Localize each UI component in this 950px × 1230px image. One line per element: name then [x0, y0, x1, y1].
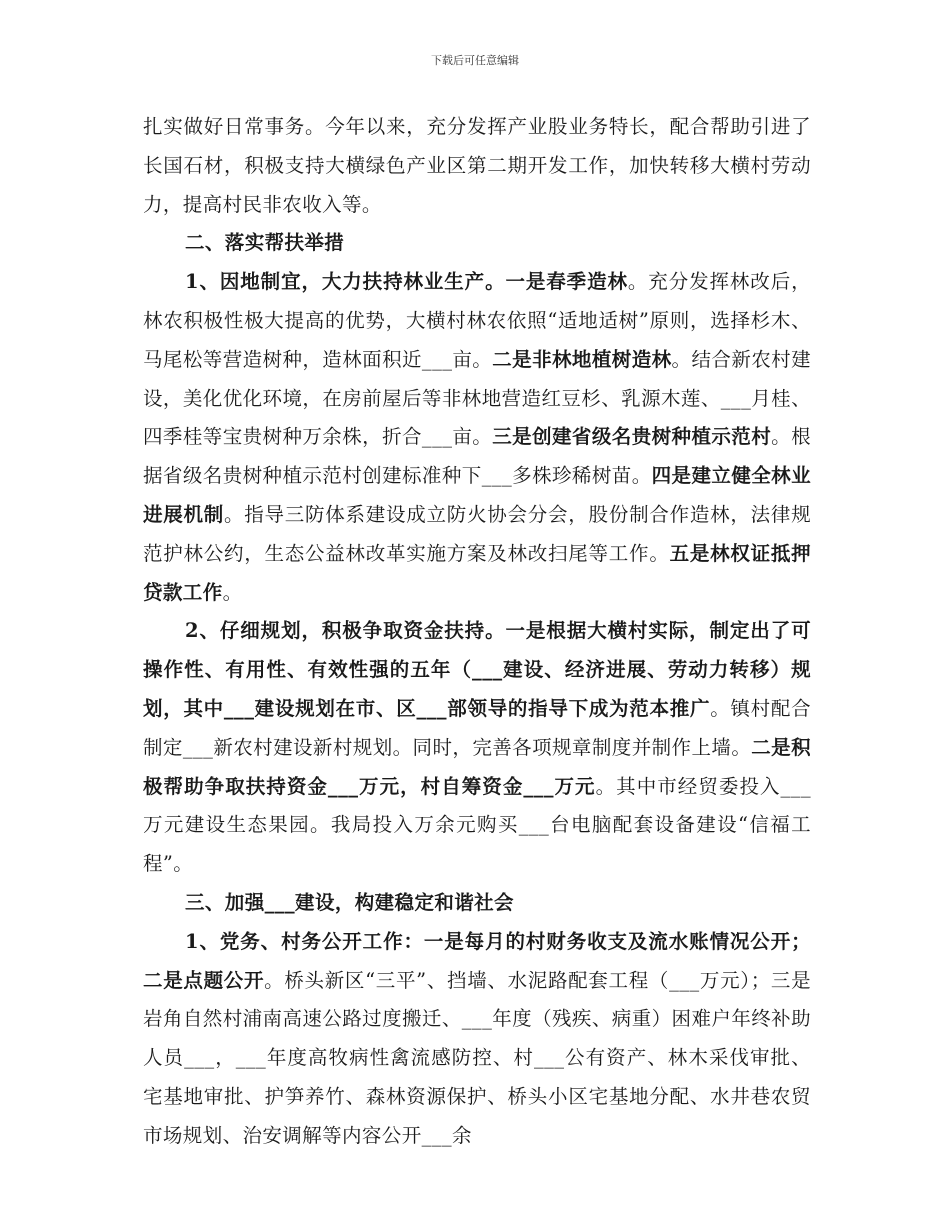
bold-segment: 1、党务、村务公开工作：一是每月的村财务收支及流水账情况公开；二是点题公开	[143, 929, 811, 992]
text-segment: 。	[222, 580, 243, 604]
bold-segment: 1、因地制宜，大力扶持林业生产。一是春季造林	[185, 270, 628, 294]
text-segment: 。桥头新区“三平”、挡墙、水泥路配套工程（___万元）；三是岩角自然村浦南高速公路过度搬迁、___年度（残疾、病重）困难户年终补助人员___，___年度高牧病性禽流感防控、村___公有资产、林木采伐审批、宅基地审批、护笋养竹、森林资源保护、桥头小区宅基地分配、水井巷农贸市场规划、治安调解等内容公开___余	[143, 968, 811, 1147]
section-heading-2	[143, 224, 811, 263]
text-segment: 。结合新农村建设，美化优化环境，在房前屋后等非林地营造红豆杉、乳源木莲、___月桂、四季桂等宝贵树种万余株，折合___亩。	[143, 347, 811, 449]
heading-text: 二、落实帮扶举措	[185, 231, 345, 255]
paragraph-forestry	[143, 263, 811, 612]
document-body	[143, 108, 811, 1156]
text-segment: 。指导三防体系建设成立防火协会分会，股份制合作造林，法律规范护林公约，生态公益林改革实施方案及林改扫尾等工作。	[143, 502, 811, 565]
heading-text: 三、加强___建设，构建稳定和谐社会	[185, 890, 514, 914]
bold-segment: 五是林权证抵押贷款工作	[143, 541, 811, 604]
bold-segment: 四是建立健全林业进展机制	[143, 464, 811, 526]
text-segment: 扎实做好日常事务。今年以来，充分发挥产业股业务特长，配合帮助引进了长国石材，积极支持大横绿色产业区第二期开发工作，加快转移大横村劳动力，提高村民非农收入等。	[143, 115, 811, 216]
bold-segment: 三是创建省级名贵树种植示范村	[492, 425, 772, 449]
paragraph-continuation	[143, 108, 811, 224]
text-segment: 。根据省级名贵树种植示范村创建标准种下___多株珍稀树苗。	[143, 425, 811, 488]
paragraph-planning	[143, 612, 811, 884]
bold-segment: 二是积极帮助争取扶持资金___万元，村自筹资金___万元	[143, 735, 811, 798]
section-heading-3	[143, 884, 811, 923]
bold-segment: 2、仔细规划，积极争取资金扶持。一是根据大横村实际，制定出了可操作性、有用性、有效性强的五年（___建设、经济进展、劳动力转移）规划，其中___建设规划在市、区___部领导的指导下成为范本推广	[143, 619, 811, 720]
text-segment: 。充分发挥林改后，林农积极性极大提高的优势，大横村林农依照“适地适树”原则，选择杉木、马尾松等营造树种，造林面积近___亩。	[143, 270, 811, 371]
text-segment: 。其中市经贸委投入___万元建设生态果园。我局投入万余元购买___台电脑配套设备建设“信福工程”。	[143, 774, 811, 876]
page-header: 下载后可任意编辑	[431, 54, 519, 67]
text-segment: 。镇村配合制定___新农村建设新村规划。同时，完善各项规章制度并制作上墙。	[143, 696, 811, 759]
paragraph-public-affairs	[143, 923, 811, 1156]
bold-segment: 二是非林地植树造林	[492, 347, 672, 371]
